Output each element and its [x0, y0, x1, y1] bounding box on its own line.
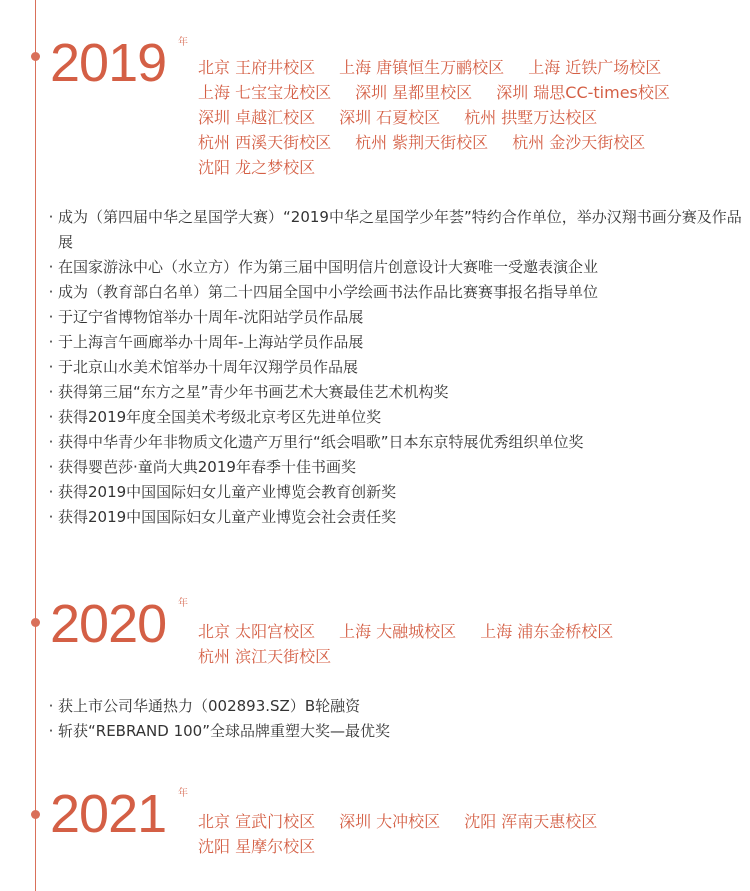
campus-name: 上海 近铁广场校区	[528, 58, 662, 77]
timeline-dot	[31, 52, 40, 61]
campus-name: 深圳 瑞思CC-times校区	[496, 83, 670, 102]
year-number: 2020	[50, 594, 167, 654]
campus-row	[198, 80, 743, 105]
campus-list	[198, 809, 743, 859]
campus-name: 上海 大融城校区	[339, 622, 457, 641]
achievement-item: · 成为（第四届中华之星国学大赛）“2019中华之星国学少年荟”特约合作单位，举办汉翔书画分赛及作品展	[44, 205, 744, 255]
campus-name: 深圳 石夏校区	[339, 108, 441, 127]
campus-name: 深圳 卓越汇校区	[198, 108, 316, 127]
campus-name: 杭州 拱墅万达校区	[464, 108, 598, 127]
campus-row	[198, 619, 743, 644]
campus-name: 杭州 西溪天街校区	[198, 133, 332, 152]
timeline-line	[35, 0, 36, 891]
achievement-item: · 获得婴芭莎·童尚大典2019年春季十佳书画奖	[44, 455, 744, 480]
campus-list	[198, 55, 743, 180]
campus-name: 杭州 金沙天街校区	[512, 133, 646, 152]
achievement-item: · 获得第三届“东方之星”青少年书画艺术大赛最佳艺术机构奖	[44, 380, 744, 405]
campus-name: 上海 浦东金桥校区	[480, 622, 614, 641]
year-number: 2019	[50, 33, 167, 93]
achievement-item: · 成为（教育部白名单）第二十四届全国中小学绘画书法作品比赛赛事报名指导单位	[44, 280, 744, 305]
achievement-item: · 获得中华青少年非物质文化遗产万里行“纸会唱歌”日本东京特展优秀组织单位奖	[44, 430, 744, 455]
campus-row	[198, 105, 743, 130]
achievement-item: · 获得2019中国国际妇女儿童产业博览会社会责任奖	[44, 505, 744, 530]
year-suffix: 年	[178, 37, 188, 48]
campus-row	[198, 644, 743, 669]
campus-row	[198, 55, 743, 80]
achievement-item: · 于上海言午画廊举办十周年-上海站学员作品展	[44, 330, 744, 355]
campus-list	[198, 619, 743, 669]
campus-name: 北京 王府井校区	[198, 58, 316, 77]
campus-name: 深圳 星都里校区	[355, 83, 473, 102]
campus-name: 沈阳 龙之梦校区	[198, 158, 316, 177]
achievement-list	[44, 205, 744, 530]
campus-name: 沈阳 浑南天惠校区	[464, 812, 598, 831]
campus-name: 杭州 紫荆天街校区	[355, 133, 489, 152]
achievement-item: · 获上市公司华通热力（002893.SZ）B轮融资	[44, 694, 744, 719]
campus-row	[198, 130, 743, 155]
timeline-dot	[31, 618, 40, 627]
achievement-item: · 斩获“REBRAND 100”全球品牌重塑大奖—最优奖	[44, 719, 744, 744]
campus-name: 杭州 滨江天街校区	[198, 647, 332, 666]
campus-name: 上海 唐镇恒生万鹂校区	[339, 58, 505, 77]
achievement-list	[44, 694, 744, 744]
achievement-item: · 在国家游泳中心（水立方）作为第三届中国明信片创意设计大赛唯一受邀表演企业	[44, 255, 744, 280]
year-number: 2021	[50, 784, 167, 844]
year-suffix: 年	[178, 598, 188, 609]
campus-name: 上海 七宝宝龙校区	[198, 83, 332, 102]
achievement-item: · 于辽宁省博物馆举办十周年-沈阳站学员作品展	[44, 305, 744, 330]
timeline-dot	[31, 810, 40, 819]
campus-name: 深圳 大冲校区	[339, 812, 441, 831]
campus-name: 北京 太阳宫校区	[198, 622, 316, 641]
campus-row	[198, 155, 743, 180]
achievement-item: · 于北京山水美术馆举办十周年汉翔学员作品展	[44, 355, 744, 380]
achievement-item: · 获得2019年度全国美术考级北京考区先进单位奖	[44, 405, 744, 430]
campus-row	[198, 809, 743, 834]
campus-name: 沈阳 星摩尔校区	[198, 837, 316, 856]
campus-row	[198, 834, 743, 859]
year-suffix: 年	[178, 788, 188, 799]
achievement-item: · 获得2019中国国际妇女儿童产业博览会教育创新奖	[44, 480, 744, 505]
campus-name: 北京 宣武门校区	[198, 812, 316, 831]
